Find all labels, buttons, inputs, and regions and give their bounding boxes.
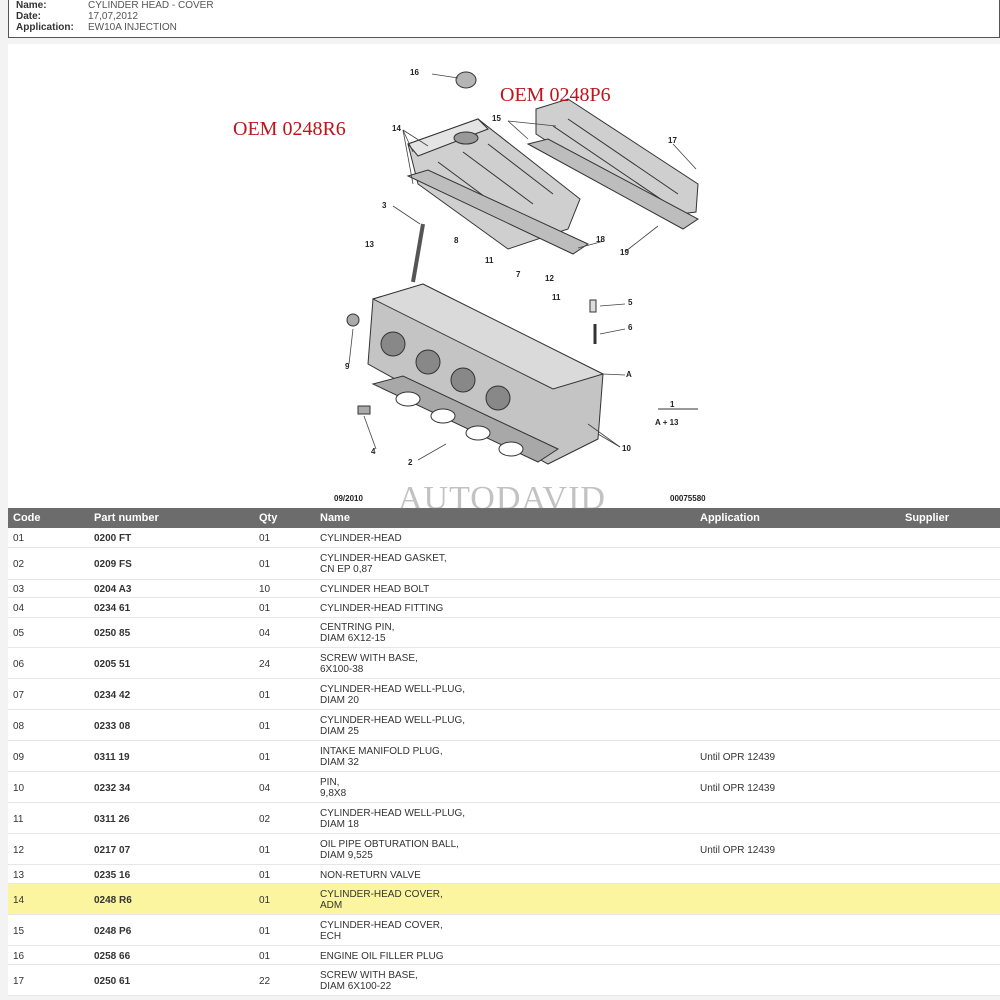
cell-code: 15 <box>13 926 25 937</box>
cell-code: 08 <box>13 721 25 732</box>
callout-13: 13 <box>365 240 374 249</box>
cell-name-detail: 6X100-38 <box>320 664 364 675</box>
cell-code: 01 <box>13 533 25 544</box>
cell-name-detail: ECH <box>320 931 342 942</box>
cell-part-number: 0200 FT <box>94 533 132 544</box>
table-row[interactable] <box>8 772 1000 803</box>
cell-qty: 01 <box>259 895 271 906</box>
callout-3: 3 <box>382 201 387 210</box>
cell-name: PIN, <box>320 777 340 788</box>
cell-name: CYLINDER-HEAD WELL-PLUG, <box>320 715 466 726</box>
cell-part-number: 0209 FS <box>94 559 132 570</box>
cell-code: 16 <box>13 951 25 962</box>
cell-part-number: 0205 51 <box>94 659 131 670</box>
cell-qty: 01 <box>259 752 271 763</box>
non-return-valve <box>358 406 370 414</box>
cell-name: CYLINDER-HEAD COVER, <box>320 889 443 900</box>
cell-qty: 01 <box>259 533 271 544</box>
cell-application: Until OPR 12439 <box>700 783 776 794</box>
centring-pin <box>590 300 596 312</box>
table-row[interactable] <box>8 803 1000 834</box>
cell-name-detail: DIAM 9,525 <box>320 850 373 861</box>
cell-part-number: 0250 61 <box>94 976 131 987</box>
cell-name: INTAKE MANIFOLD PLUG, <box>320 746 443 757</box>
col-header-code: Code <box>13 512 41 524</box>
callout-8: 8 <box>454 236 459 245</box>
cell-qty: 01 <box>259 845 271 856</box>
cell-name-detail: DIAM 32 <box>320 757 359 768</box>
callout-9: 9 <box>345 362 350 371</box>
cell-part-number: 0233 08 <box>94 721 131 732</box>
table-row[interactable] <box>8 834 1000 865</box>
cell-qty: 04 <box>259 783 271 794</box>
cell-code: 13 <box>13 870 25 881</box>
diagram-date-ref: 09/2010 <box>334 494 363 503</box>
table-row[interactable] <box>8 679 1000 710</box>
cell-part-number: 0311 19 <box>94 752 130 763</box>
cell-code: 09 <box>13 752 25 763</box>
header-application-key: Application: <box>16 22 74 33</box>
oem-label-right: OEM 0248P6 <box>500 84 611 106</box>
header-date-row <box>16 11 138 22</box>
callout-1: 1 <box>670 400 675 409</box>
col-header-supplier: Supplier <box>905 512 950 524</box>
cell-part-number: 0311 26 <box>94 814 130 825</box>
cell-part-number: 0235 16 <box>94 870 131 881</box>
cell-name-detail: DIAM 20 <box>320 695 359 706</box>
cell-qty: 02 <box>259 814 271 825</box>
cell-name: ENGINE OIL FILLER PLUG <box>320 951 444 962</box>
document-header <box>8 0 1000 38</box>
callout-4: 4 <box>371 447 376 456</box>
callout-15: 15 <box>492 114 501 123</box>
header-name-row <box>16 0 214 11</box>
head-bolt <box>413 224 423 282</box>
cell-name-detail: CN EP 0,87 <box>320 564 373 575</box>
callout-5: 5 <box>628 298 633 307</box>
table-row[interactable] <box>8 946 1000 965</box>
cell-code: 07 <box>13 690 25 701</box>
cell-name-detail: DIAM 6X100-22 <box>320 981 392 992</box>
cell-qty: 01 <box>259 951 271 962</box>
cell-code: 12 <box>13 845 25 856</box>
callout-a: A <box>626 370 632 379</box>
header-date-value: 17,07,2012 <box>88 11 139 22</box>
header-application-row <box>16 22 177 33</box>
cell-part-number: 0248 P6 <box>94 926 132 937</box>
cell-qty: 10 <box>259 584 271 595</box>
callout-11-lower: 11 <box>552 293 561 302</box>
cell-qty: 01 <box>259 690 271 701</box>
callout-18: 18 <box>596 235 605 244</box>
oem-label-left: OEM 0248R6 <box>233 118 346 140</box>
table-row[interactable] <box>8 741 1000 772</box>
table-row[interactable] <box>8 580 1000 598</box>
diagram-drawing-ref: 00075580 <box>670 494 706 503</box>
cell-application: Until OPR 12439 <box>700 752 776 763</box>
table-row[interactable] <box>8 548 1000 580</box>
cell-name-detail: DIAM 25 <box>320 726 359 737</box>
exploded-diagram <box>8 44 1000 508</box>
watermark: AUTODAVID <box>398 480 606 517</box>
cell-part-number: 0258 66 <box>94 951 131 962</box>
cell-code: 11 <box>13 814 24 825</box>
cell-name: SCREW WITH BASE, <box>320 653 418 664</box>
callout-10: 10 <box>622 444 631 453</box>
cell-part-number: 0248 R6 <box>94 895 132 906</box>
col-header-name: Name <box>320 512 350 524</box>
table-row[interactable] <box>8 710 1000 741</box>
cell-code: 02 <box>13 559 25 570</box>
cell-code: 06 <box>13 659 25 670</box>
cell-name: CYLINDER-HEAD COVER, <box>320 920 443 931</box>
intake-manifold-plug <box>347 314 359 326</box>
cell-part-number: 0217 07 <box>94 845 131 856</box>
cell-qty: 01 <box>259 926 271 937</box>
cell-qty: 24 <box>259 659 271 670</box>
cell-part-number: 0204 A3 <box>94 584 132 595</box>
table-body <box>8 528 1000 996</box>
cell-name-detail: DIAM 18 <box>320 819 359 830</box>
cell-qty: 01 <box>259 870 271 881</box>
cell-code: 14 <box>13 895 25 906</box>
cell-name: CYLINDER-HEAD FITTING <box>320 603 444 614</box>
cell-code: 17 <box>13 976 25 987</box>
cell-name: CYLINDER-HEAD WELL-PLUG, <box>320 684 466 695</box>
cell-qty: 04 <box>259 628 271 639</box>
col-header-application: Application <box>700 512 760 524</box>
cell-qty: 01 <box>259 603 271 614</box>
cell-name: CYLINDER-HEAD WELL-PLUG, <box>320 808 466 819</box>
callout-7: 7 <box>516 270 521 279</box>
cell-part-number: 0232 34 <box>94 783 131 794</box>
table-row[interactable] <box>8 528 1000 548</box>
cell-name: CYLINDER-HEAD <box>320 533 402 544</box>
cell-qty: 01 <box>259 721 271 732</box>
engine-parts-drawing <box>8 44 1000 508</box>
table-row[interactable] <box>8 915 1000 946</box>
callout-17: 17 <box>668 136 677 145</box>
callout-11-upper: 11 <box>485 256 494 265</box>
col-header-part-number: Part number <box>94 512 159 524</box>
callout-14: 14 <box>392 124 401 133</box>
table-row[interactable] <box>8 884 1000 915</box>
cell-name: SCREW WITH BASE, <box>320 970 418 981</box>
parts-table <box>8 508 1000 996</box>
callout-16: 16 <box>410 68 419 77</box>
cell-part-number: 0234 42 <box>94 690 131 701</box>
cell-name: CYLINDER HEAD BOLT <box>320 584 430 595</box>
table-row[interactable] <box>8 648 1000 679</box>
table-row[interactable] <box>8 618 1000 648</box>
table-row[interactable] <box>8 865 1000 884</box>
cell-part-number: 0250 85 <box>94 628 131 639</box>
cell-name: OIL PIPE OBTURATION BALL, <box>320 839 459 850</box>
cell-qty: 01 <box>259 559 271 570</box>
table-row[interactable] <box>8 965 1000 996</box>
header-name-value: CYLINDER HEAD - COVER <box>88 0 214 11</box>
callout-6: 6 <box>628 323 633 332</box>
callout-2: 2 <box>408 458 413 467</box>
cell-application: Until OPR 12439 <box>700 845 776 856</box>
cell-name-detail: ADM <box>320 900 343 911</box>
header-application-value: EW10A INJECTION <box>88 22 177 33</box>
cell-name: CYLINDER-HEAD GASKET, <box>320 553 447 564</box>
col-header-qty: Qty <box>259 512 278 524</box>
callout-19: 19 <box>620 248 629 257</box>
cell-code: 04 <box>13 603 25 614</box>
callout-a-plus-13: A + 13 <box>655 418 679 427</box>
cell-qty: 22 <box>259 976 271 987</box>
table-row[interactable] <box>8 598 1000 618</box>
cell-name: CENTRING PIN, <box>320 622 395 633</box>
header-name-key: Name: <box>16 0 47 11</box>
cell-name-detail: DIAM 6X12-15 <box>320 633 386 644</box>
cell-name-detail: 9,8X8 <box>320 788 347 799</box>
cell-code: 05 <box>13 628 25 639</box>
cell-code: 03 <box>13 584 25 595</box>
cell-part-number: 0234 61 <box>94 603 131 614</box>
cell-code: 10 <box>13 783 25 794</box>
oil-filler-plug <box>456 72 476 88</box>
callout-12: 12 <box>545 274 554 283</box>
cell-name: NON-RETURN VALVE <box>320 870 421 881</box>
header-date-key: Date: <box>16 11 42 22</box>
